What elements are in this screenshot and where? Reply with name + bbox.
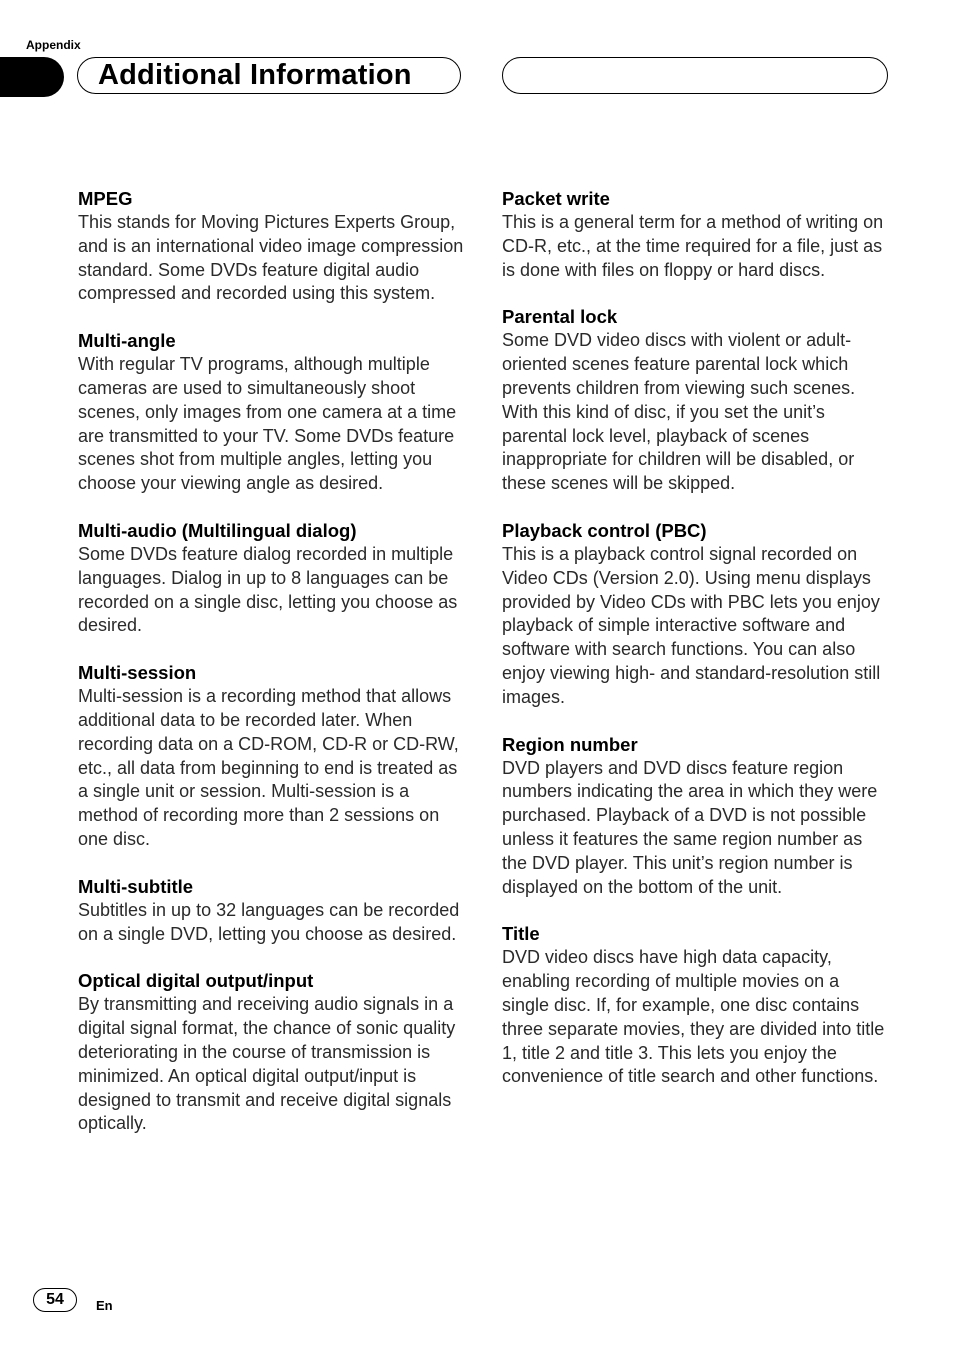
entry-definition: Some DVD video discs with violent or adult-oriented scenes feature parental lock which prevents children from viewing such scenes. With this kind of disc, if you set the unit’s parental lock level, playback of scenes inappropriate for children will be disabled, or these scenes will be skipped. xyxy=(502,330,856,494)
blank-header-box xyxy=(502,57,888,94)
left-column xyxy=(78,187,466,1159)
entry-definition: This is a playback control signal recorded on Video CDs (Version 2.0). Using menu displays provided by Video CDs with PBC lets you enjoy playback of simple interactive software and software with search functions. You can also enjoy viewing high- and standard-resolution still images. xyxy=(502,543,881,707)
entry-definition: Subtitles in up to 32 languages can be recorded on a single DVD, letting you choose as desired. xyxy=(78,899,460,944)
entry-term: Optical digital output/input xyxy=(78,970,314,992)
glossary-entry-playback-control xyxy=(502,519,890,710)
glossary-entry-region-number xyxy=(502,733,890,900)
entry-term: Title xyxy=(502,923,540,945)
entry-term: Packet write xyxy=(502,188,610,209)
entry-term: Multi-angle xyxy=(78,330,176,352)
entry-definition: By transmitting and receiving audio signals in a digital signal format, the chance of sonic quality deteriorating in the course of transmission is minimized. An optical digital output/input is designed to transmit and receive digital signals optically. xyxy=(78,994,456,1134)
glossary-entry-mpeg xyxy=(78,187,466,306)
entry-term: Parental lock xyxy=(502,306,618,328)
language-code: En xyxy=(96,1298,113,1313)
entry-definition: This stands for Moving Pictures Experts Group, and is an international video image compression standard. Some DVDs feature digital audio compressed and recorded using this system. xyxy=(78,212,464,304)
entry-term: Multi-subtitle xyxy=(78,875,194,897)
entry-term: Playback control (PBC) xyxy=(502,519,707,541)
page-title-box xyxy=(77,57,461,94)
glossary-entry-packet-write xyxy=(502,187,890,282)
section-tab-marker xyxy=(0,57,64,97)
entry-definition: Some DVDs feature dialog recorded in multiple languages. Dialog in up to 8 languages can be recorded on a single disc, letting you choose as desired. xyxy=(78,543,458,636)
glossary-entry-multi-angle xyxy=(78,329,466,496)
entry-definition: With regular TV programs, although multiple cameras are used to simultaneously shoot scenes, only images from one camera at a time are transmitted to your TV. Some DVDs feature scenes shot from multiple angles, letting you choose your viewing angle as desired. xyxy=(78,354,457,494)
glossary-entry-parental-lock xyxy=(502,305,890,496)
entry-term: Multi-audio (Multilingual dialog) xyxy=(78,519,357,541)
glossary-entry-multi-session xyxy=(78,661,466,852)
glossary-entry-optical-digital xyxy=(78,969,466,1136)
glossary-entry-title xyxy=(502,922,890,1089)
glossary-entry-multi-subtitle xyxy=(78,875,466,947)
entry-term: Region number xyxy=(502,733,638,755)
entry-definition: DVD players and DVD discs feature region numbers indicating the area in which they were purchased. Playback of a DVD is not possible unless it features the same region number as the DVD player. This unit’s region number is displayed on the bottom of the unit. xyxy=(502,757,878,897)
section-label: Appendix xyxy=(26,38,81,52)
entry-definition: Multi-session is a recording method that allows additional data to be recorded later. When recording data on a CD-ROM, CD-R or CD-RW, etc., all data from beginning to end is treated as a single unit or session. Multi-session is a method of recording more than 2 sessions on one disc. xyxy=(78,686,459,849)
entry-term: Multi-session xyxy=(78,662,197,684)
entry-term: MPEG xyxy=(78,188,133,209)
page-title: Additional Information xyxy=(98,59,412,91)
page-number: 54 xyxy=(33,1288,77,1312)
entry-definition: DVD video discs have high data capacity, enabling recording of multiple movies on a single disc. If, for example, one disc contains three separate movies, they are divided into title 1, title 2 and title 3. This lets you enjoy the convenience of title search and other functions. xyxy=(502,947,885,1087)
glossary-entry-multi-audio xyxy=(78,519,466,638)
right-column xyxy=(502,187,890,1112)
entry-definition: This is a general term for a method of writing on CD-R, etc., at the time required for a file, just as is done with files on floppy or hard discs. xyxy=(502,212,884,280)
